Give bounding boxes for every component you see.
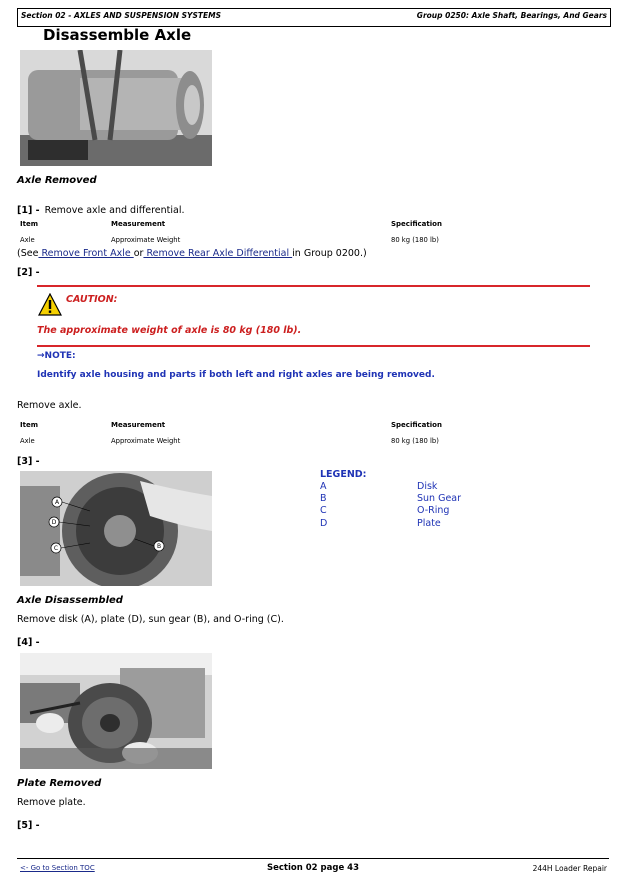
step-number: [4] - [17,637,40,648]
callout-a-label: A [54,499,60,506]
axle-disassembled-photo [20,471,212,586]
legend-key: D [320,518,328,529]
callout-c-label: C [53,545,59,552]
table-cell: Approximate Weight [111,437,181,445]
table-cell: Axle [20,236,35,244]
product-name: 244H Loader Repair [532,864,607,873]
figure-caption: Plate Removed [17,778,102,789]
step-text: Remove disk (A), plate (D), sun gear (B), and O-ring (C). [17,614,284,625]
caution-text: The approximate weight of axle is 80 kg (180 lb). [37,325,302,336]
table-header-measurement: Measurement [111,421,166,429]
legend-title: LEGEND: [320,469,367,480]
page-title: Disassemble Axle [43,26,192,44]
section-toc-link[interactable]: <- Go to Section TOC [20,864,95,872]
step-number: [2] - [17,267,40,278]
step-text: Remove axle and differential. [44,205,185,216]
figure-caption: Axle Removed [17,175,97,186]
step-number: [5] - [17,820,40,831]
table-cell: Approximate Weight [111,236,181,244]
group-title: Group 0250: Axle Shaft, Bearings, And Gears [416,11,607,20]
legend-key: A [320,481,327,492]
step-text: Remove axle. [17,400,82,411]
caution-top-rule [37,285,590,287]
table-header-specification: Specification [391,220,442,228]
table-header-measurement: Measurement [111,220,166,228]
caution-label: CAUTION: [66,294,118,305]
plate-removed-photo [20,653,212,769]
remove-rear-axle-differential-link[interactable]: Remove Rear Axle Differential [143,248,293,259]
table-cell: 80 kg (180 lb) [391,236,439,244]
page-number: Section 02 page 43 [267,863,359,873]
table-header-specification: Specification [391,421,442,429]
note-text: Identify axle housing and parts if both left and right axles are being removed. [37,370,435,380]
legend-value: Disk [417,481,438,492]
axle-removed-photo [20,50,212,166]
caution-bottom-rule [37,345,590,347]
page-header [17,8,611,27]
legend-value: Plate [417,518,441,529]
see-reference: (See Remove Front Axle or Remove Rear Axle Differential in Group 0200.) [17,248,367,259]
note-label: →NOTE: [37,351,76,361]
legend-key: B [320,493,327,504]
table-cell: 80 kg (180 lb) [391,437,439,445]
callout-b-label: B [156,543,162,550]
callout-d-label: D [51,519,57,526]
step-number: [1] - [17,205,40,216]
legend-key: C [320,505,327,516]
table-header-item: Item [20,220,38,228]
section-title: Section 02 - AXLES AND SUSPENSION SYSTEMS [21,11,221,20]
remove-front-axle-link[interactable]: Remove Front Axle [38,248,134,259]
legend-value: Sun Gear [417,493,462,504]
step-number: [3] - [17,456,40,467]
warning-icon [38,293,62,321]
table-cell: Axle [20,437,35,445]
step-text: Remove plate. [17,797,86,808]
table-header-item: Item [20,421,38,429]
legend-value: O-Ring [417,505,450,516]
page-footer [17,858,609,859]
figure-caption: Axle Disassembled [17,595,123,606]
